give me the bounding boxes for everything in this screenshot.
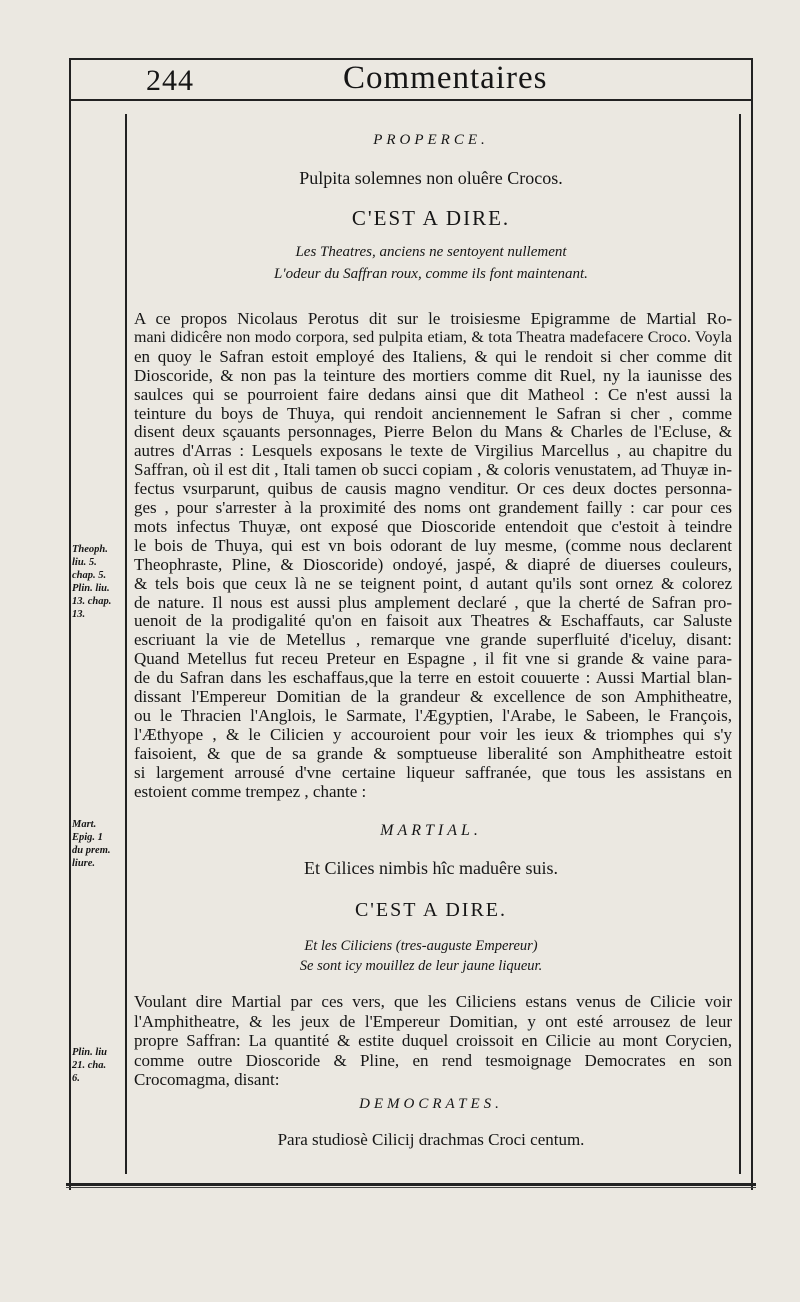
margin-note-line: 21. cha. (72, 1060, 107, 1071)
margin-note-line: Plin. liu. (72, 583, 110, 594)
bottom-rule-thin (66, 1187, 756, 1188)
margin-note-line: chap. 5. (72, 570, 107, 581)
paragraph-line: Quand Metellus fut receu Preteur en Espagne , il fit vne si grande & vaine para- (134, 649, 732, 669)
paragraph-line: Saffran, où il est dit , Itali tamen ob succi copiam , & coloris venustatem, ad Thuyæ in- (134, 460, 732, 480)
paragraph-line: Dioscoride, & non pas la teinture des mortiers comme dit Ruel, ny la iaunisse des (134, 365, 732, 385)
margin-note-line: du prem. (72, 845, 111, 856)
margin-note-theophraste (72, 543, 124, 621)
margin-note-line: 13. (72, 609, 86, 620)
margin-note-line: 13. chap. (72, 596, 112, 607)
paragraph-line: propre Saffran: La quantité & estite duquel croissoit en Cilicie au mont Corycien, (134, 1031, 732, 1050)
paragraph-line: l'Amphitheatre, & les jeux de l'Empereur Domitian, y ont esté arrousez de leur (134, 1011, 732, 1031)
margin-note-martial (72, 818, 124, 870)
paragraph-line: dissant l'Empereur Domitian de la grandeur & excellence de son Amphitheatre, (134, 687, 732, 706)
paragraph-line: Voulant dire Martial par ces vers, que les Ciliciens estans venus de Cilicie voir (134, 992, 732, 1011)
paragraph-line: Crocomagma, disant: (134, 1070, 280, 1089)
paragraph-line: ou le Thracien l'Anglois, le Sarmate, l'Ægyptien, l'Arabe, le Sabeen, le François, (134, 705, 732, 725)
paragraph-line: escriuant la vie de Metellus , remarque vne grande superfluité d'iceluy, disant: (134, 630, 732, 650)
translation-line-2: L'odeur du Saffran roux, comme ils font maintenant. (274, 266, 588, 282)
paragraph-line: autres d'Arras : Lesquels exposans le texte de Virgilius Marcellus , au chapitre du (134, 441, 732, 461)
paragraph-line: l'Æthyope , & le Cilicien y accouroient pour voir les ieux & triomphes qui s'y (134, 724, 732, 744)
section-heading-martial: MARTIAL. (380, 822, 482, 839)
bottom-rule (66, 1183, 756, 1186)
margin-note-line: Mart. (72, 819, 97, 830)
margin-note-line: Theoph. (72, 544, 108, 555)
paragraph-line: mani didicêre non modo corpora, sed pulpita etiam, & tota Theatra madefacere Croco. Voyla (134, 328, 732, 346)
paragraph-line: mots infectus Thuyæ, ont exposé que Dioscoride entendoit que c'estoit à teindre (134, 516, 732, 536)
paragraph-line: ges , pour s'arrester à la proximité des noms ont grandement failly : car pour ces (134, 498, 732, 517)
paragraph-line: de nature. Il nous est aussi plus amplement declaré , que la cherté de Safran pro- (134, 592, 732, 612)
paragraph-line: fectus vsurparunt, quibus de causis magno venditur. Or ces deux doctes personna- (134, 479, 732, 499)
latin-verse-properce: Pulpita solemnes non oluêre Crocos. (299, 168, 563, 188)
paragraph-line: en quoy le Safran estoit employé des Italiens, & qui le rendoit si cher comme dit (134, 346, 732, 366)
paragraph-line: Theophraste, Pline, & Dioscoride) ondoyé, jaspé, & diapré de diuerses couleurs, (134, 554, 732, 574)
section-heading-properce: PROPERCE. (373, 132, 489, 148)
page-number: 244 (146, 64, 194, 97)
paragraph-line: uenoit de la prodigalité qu'on en faisoit aux Theatres & Eschaffauts, car Saluste (134, 611, 732, 631)
paragraph-line: saulces qui se pourroient faire dedans ainsi que dit Matheol : Ce n'est aussi la (134, 384, 732, 404)
paragraph-line: teinture du boys de Thuya, qui rendoit anciennement le Safran si cher , comme (134, 403, 732, 423)
margin-note-line: 6. (72, 1073, 80, 1084)
latin-verse-democrates: Para studiosè Cilicij drachmas Croci centum. (277, 1130, 585, 1149)
translation-line-3: Et les Ciliciens (tres-auguste Empereur) (304, 938, 538, 954)
margin-note-line: liu. 5. (72, 557, 97, 568)
paragraph-line: estoient comme trempez , chante : (134, 781, 367, 801)
paragraph-line: A ce propos Nicolaus Perotus dit sur le troisiesme Epigramme de Martial Ro- (134, 309, 732, 328)
paragraph-line: faisoient, & que de sa grande & somptueuse liberalité son Amphitheatre estoit (134, 743, 732, 763)
margin-note-line: liure. (72, 858, 96, 869)
running-head: Commentaires (343, 60, 548, 96)
margin-note-pline (72, 1046, 124, 1085)
subheading-cest-a-dire-1: C'EST A DIRE. (351, 206, 511, 230)
paragraph-line: le bois de Thuya, qui est vn bois odorant de luy mesme, (comme nous declarent (134, 535, 732, 555)
latin-verse-martial: Et Cilices nimbis hîc maduêre suis. (304, 858, 558, 878)
paragraph-line: comme outre Dioscoride & Pline, en rend tesmoignage Democrates en son (134, 1050, 732, 1070)
paragraph-line: disent deux sçauants personnages, Pierre Belon du Mans & Charles de l'Ecluse, & (134, 422, 732, 442)
subheading-cest-a-dire-2: C'EST A DIRE. (354, 899, 508, 921)
translation-line-1: Les Theatres, anciens ne sentoyent nullement (295, 244, 567, 260)
section-heading-democrates: DEMOCRATES. (359, 1096, 503, 1112)
paragraph-line: de du Safran dans les eschaffaus,que la terre en estoit couuerte : Aussi Martial blan- (134, 668, 732, 688)
header-rule (69, 99, 751, 101)
translation-line-4: Se sont icy mouillez de leur jaune liqueur. (299, 958, 543, 974)
margin-note-line: Plin. liu (72, 1047, 108, 1058)
paragraph-line: si largement arrousé d'vne certaine liqueur saffranée, que tous les assistans en (134, 762, 732, 782)
margin-note-line: Epig. 1 (72, 832, 103, 843)
paragraph-line: & tels bois que ceux là ne se teignent point, d autant qu'ils sont ornez & colorez (134, 573, 732, 593)
